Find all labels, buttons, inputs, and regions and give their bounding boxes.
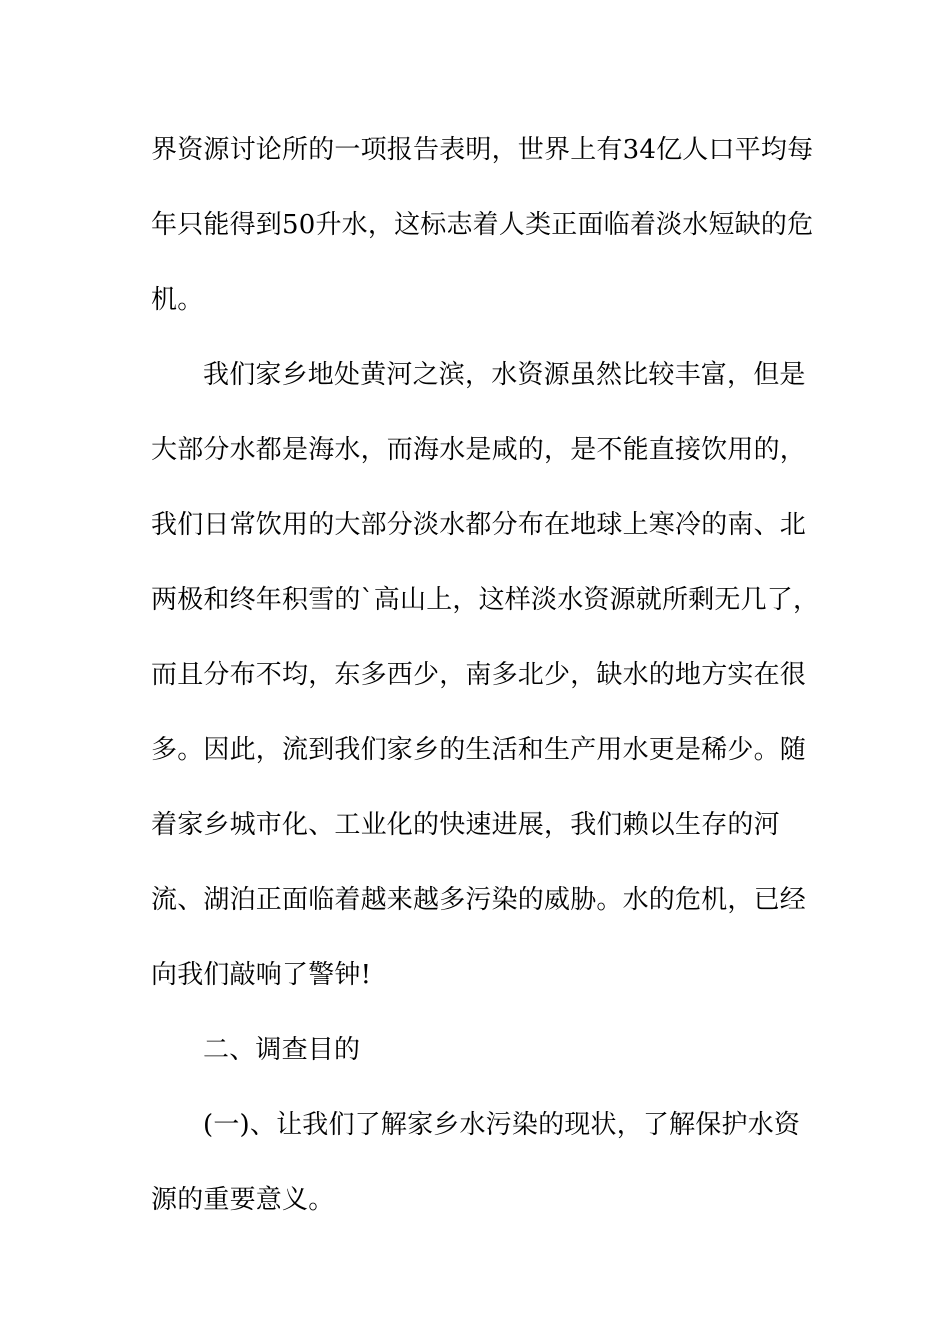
paragraph-2-line-5: 而且分布不均，东多西少，南多北少，缺水的地方实在很 — [151, 660, 807, 690]
paragraph-3-line-2: 源的重要意义。 — [151, 1185, 335, 1215]
paragraph-2-line-7: 着家乡城市化、工业化的快速进展，我们赖以生存的河 — [151, 810, 780, 840]
paragraph-1-line-3: 机。 — [151, 285, 204, 315]
paragraph-2-line-6: 多。因此，流到我们家乡的生活和生产用水更是稀少。随 — [151, 735, 807, 765]
paragraph-3-line-1: (一)、让我们了解家乡水污染的现状，了解保护水资 — [203, 1110, 801, 1140]
paragraph-2-line-1: 我们家乡地处黄河之滨，水资源虽然比较丰富，但是 — [203, 360, 806, 390]
paragraph-2-line-2: 大部分水都是海水，而海水是咸的，是不能直接饮用的， — [151, 435, 807, 465]
section-heading: 二、调查目的 — [203, 1035, 361, 1065]
paragraph-2-line-8: 流、湖泊正面临着越来越多污染的威胁。水的危机，已经 — [151, 885, 807, 915]
paragraph-1-line-1: 界资源讨论所的一项报告表明，世界上有34亿人口平均每 — [151, 135, 814, 165]
paragraph-2-line-9: 向我们敲响了警钟! — [151, 960, 372, 990]
paragraph-2-line-3: 我们日常饮用的大部分淡水都分布在地球上寒冷的南、北 — [151, 510, 807, 540]
paragraph-2-line-4: 两极和终年积雪的`高山上，这样淡水资源就所剩无几了， — [151, 585, 820, 615]
paragraph-1-line-2: 年只能得到50升水，这标志着人类正面临着淡水短缺的危 — [151, 210, 814, 240]
